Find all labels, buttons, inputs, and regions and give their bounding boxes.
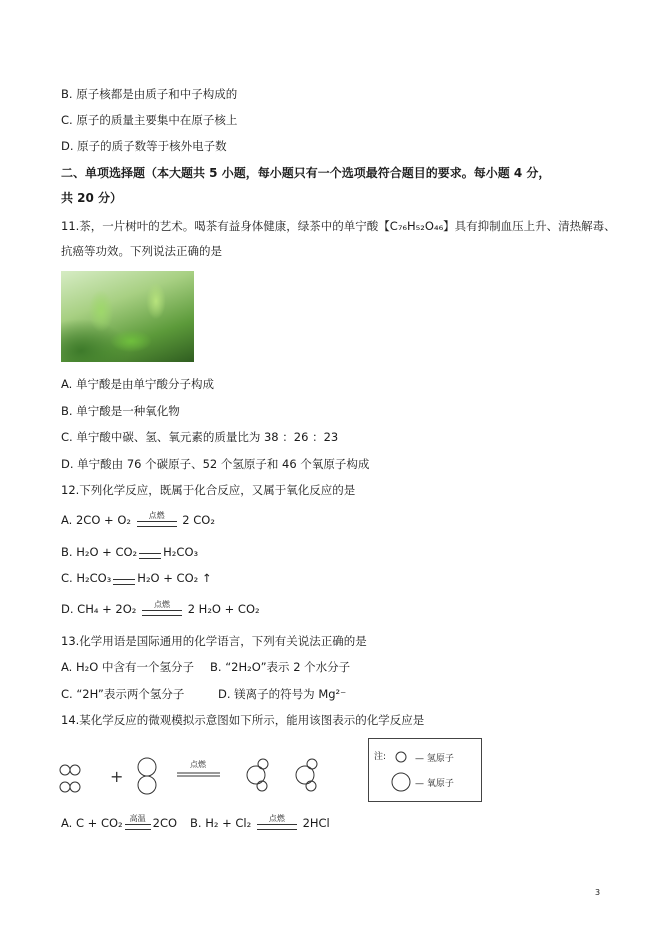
- legend-title: 注:: [374, 752, 387, 762]
- tea-leaves-photo: [61, 271, 194, 362]
- hydrogen-molecule-icon: [60, 765, 80, 792]
- q14-b-products: 2HCl: [302, 816, 330, 830]
- q11-stem-cont: 抗癌等功效。下列说法正确的是: [61, 244, 222, 258]
- q12-c-reactants: C. H₂CO₃: [61, 571, 112, 585]
- q14-a-products: 2CO: [152, 816, 178, 830]
- reaction-arrow-icon: [123, 813, 153, 831]
- q14-option-a: [61, 815, 177, 831]
- equals-sign-icon: [111, 572, 137, 586]
- q12-d-products: 2 H₂O + CO₂: [187, 602, 260, 616]
- section2-heading: 二、单项选择题（本大题共 5 小题，每小题只有一个选项最符合题目的要求。每小题 4 分，: [61, 166, 551, 180]
- q12-b-reactants: B. H₂O + CO₂: [61, 545, 138, 559]
- reaction-arrow-icon: [135, 510, 179, 528]
- reaction-arrow-icon: [177, 773, 220, 776]
- q13-option-d: D. 镁离子的符号为 Mg²⁻: [218, 687, 347, 701]
- q14-stem: 14.某化学反应的微观模拟示意图如下所示，能用该图表示的化学反应是: [61, 713, 425, 727]
- q10-option-b: B. 原子核都是由质子和中子构成的: [61, 87, 238, 101]
- q12-c-products: H₂O + CO₂ ↑: [137, 571, 212, 585]
- q12-option-d: [61, 601, 260, 617]
- q13-option-a: A. H₂O 中含有一个氢分子: [61, 660, 194, 674]
- diagram-condition: 点燃: [190, 760, 206, 769]
- q12-a-reactants: A. 2CO + O₂: [61, 513, 131, 527]
- q13-option-c: C. “2H”表示两个氢分子: [61, 687, 185, 701]
- q10-option-c: C. 原子的质量主要集中在原子核上: [61, 113, 238, 127]
- legend-box: [368, 738, 482, 802]
- q14-b-reactants: B. H₂ + Cl₂: [190, 816, 252, 830]
- reaction-diagram: [55, 745, 355, 805]
- reaction-arrow-icon: [140, 599, 184, 617]
- water-molecule-icon: [247, 759, 317, 791]
- reaction-condition: 点燃: [148, 510, 165, 520]
- reaction-condition: 点燃: [154, 599, 171, 609]
- reaction-arrow-icon: [255, 813, 299, 831]
- legend-hydrogen-label: — 氢原子: [415, 754, 454, 764]
- q13-option-b: B. “2H₂O”表示 2 个水分子: [210, 660, 351, 674]
- q11-option-d: D. 单宁酸由 76 个碳原子、52 个氢原子和 46 个氧原子构成: [61, 457, 370, 471]
- q12-option-a: [61, 512, 215, 528]
- reaction-condition: 点燃: [268, 813, 285, 823]
- q12-stem: 12.下列化学反应，既属于化合反应，又属于氧化反应的是: [61, 483, 356, 497]
- q12-a-products: 2 CO₂: [182, 513, 215, 527]
- q14-a-reactants: A. C + CO₂: [61, 816, 123, 830]
- q11-option-a: A. 单宁酸是由单宁酸分子构成: [61, 377, 214, 391]
- q11-option-c: C. 单宁酸中碳、氢、氧元素的质量比为 38 ：26 ：23: [61, 430, 339, 444]
- q12-option-c: [61, 570, 212, 586]
- q13-stem: 13.化学用语是国际通用的化学语言，下列有关说法正确的是: [61, 634, 367, 648]
- q12-b-products: H₂CO₃: [163, 545, 199, 559]
- equals-sign-icon: [137, 546, 163, 560]
- oxygen-atom-icon: [392, 773, 410, 791]
- q11-stem: 11.茶，一片树叶的艺术。喝茶有益身体健康，绿茶中的单宁酸【C₇₆H₅₂O₄₆】具有抑制血压上升、清热解毒、: [61, 219, 616, 233]
- q12-option-b: [61, 544, 198, 560]
- legend-icons: [391, 749, 415, 793]
- q14-option-b: [190, 815, 330, 831]
- q11-option-b: B. 单宁酸是一种氧化物: [61, 404, 180, 418]
- q12-d-reactants: D. CH₄ + 2O₂: [61, 602, 137, 616]
- svg-text:+: +: [110, 767, 124, 786]
- reaction-condition: 高温: [129, 813, 146, 823]
- legend-oxygen-label: — 氧原子: [415, 779, 454, 789]
- page-number: 3: [595, 888, 601, 897]
- hydrogen-atom-icon: [396, 752, 406, 762]
- q10-option-d: D. 原子的质子数等于核外电子数: [61, 139, 227, 153]
- section2-heading-cont: 共 20 分）: [61, 191, 123, 205]
- oxygen-molecule-icon: [138, 758, 156, 794]
